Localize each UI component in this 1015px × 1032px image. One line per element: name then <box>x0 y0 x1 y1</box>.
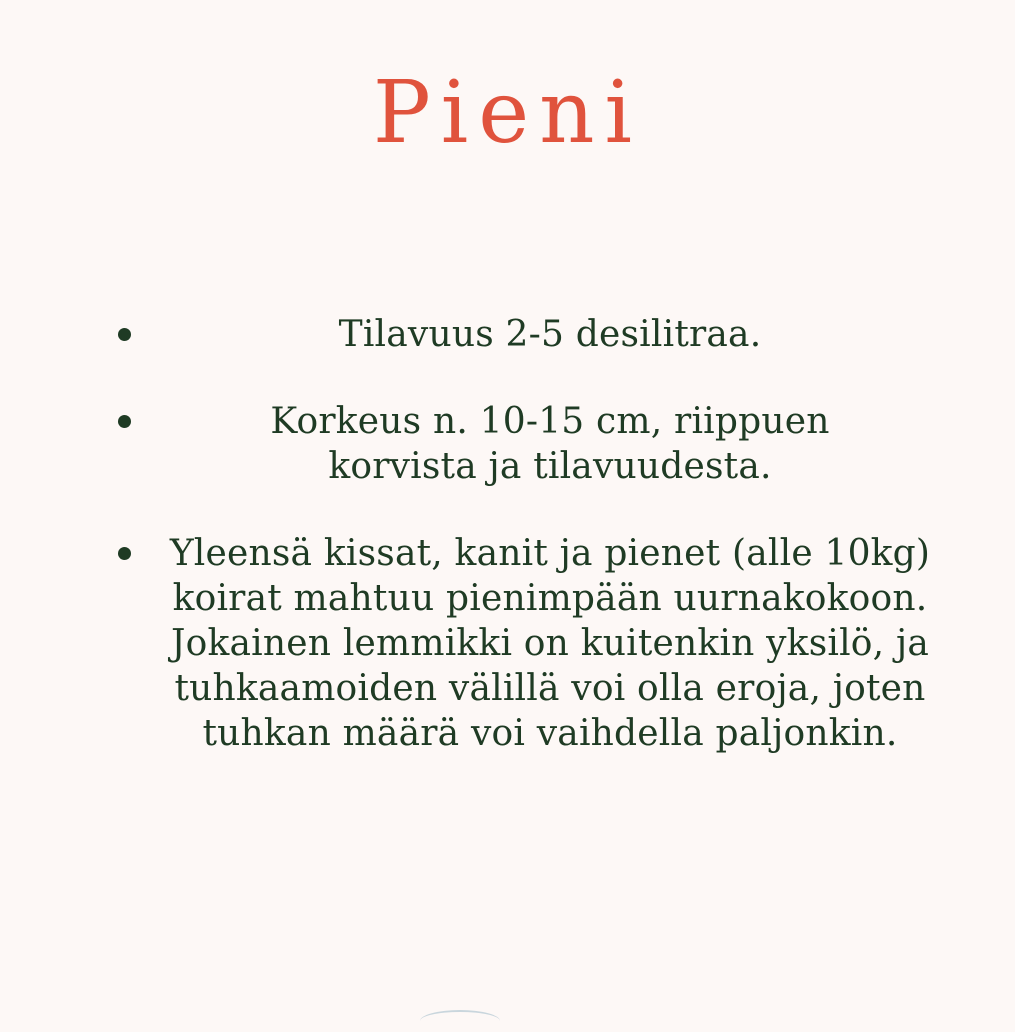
list-item-text: Korkeus n. 10-15 cm, riippuen korvista ja tilavuudesta. <box>270 401 830 487</box>
page-title: Pieni <box>372 63 643 163</box>
bullet-dot-icon <box>118 415 131 428</box>
list-item-text: Tilavuus 2-5 desilitraa. <box>338 314 762 355</box>
bullet-dot-icon <box>118 328 131 341</box>
list-item <box>110 531 940 756</box>
list-item-text: Yleensä kissat, kanit ja pienet (alle 10kg) koirat mahtuu pienimpään uurnakokoon. Jokainen lemmikki on kuitenkin yksilö, ja tuhkaamoiden välillä voi olla eroja, joten tuhkan määrä voi vaihdella paljonkin. <box>169 533 931 754</box>
list-item <box>110 399 940 489</box>
bullet-dot-icon <box>118 547 131 560</box>
feature-list <box>110 312 940 798</box>
list-item <box>110 312 940 357</box>
decorative-arc <box>420 1010 500 1032</box>
